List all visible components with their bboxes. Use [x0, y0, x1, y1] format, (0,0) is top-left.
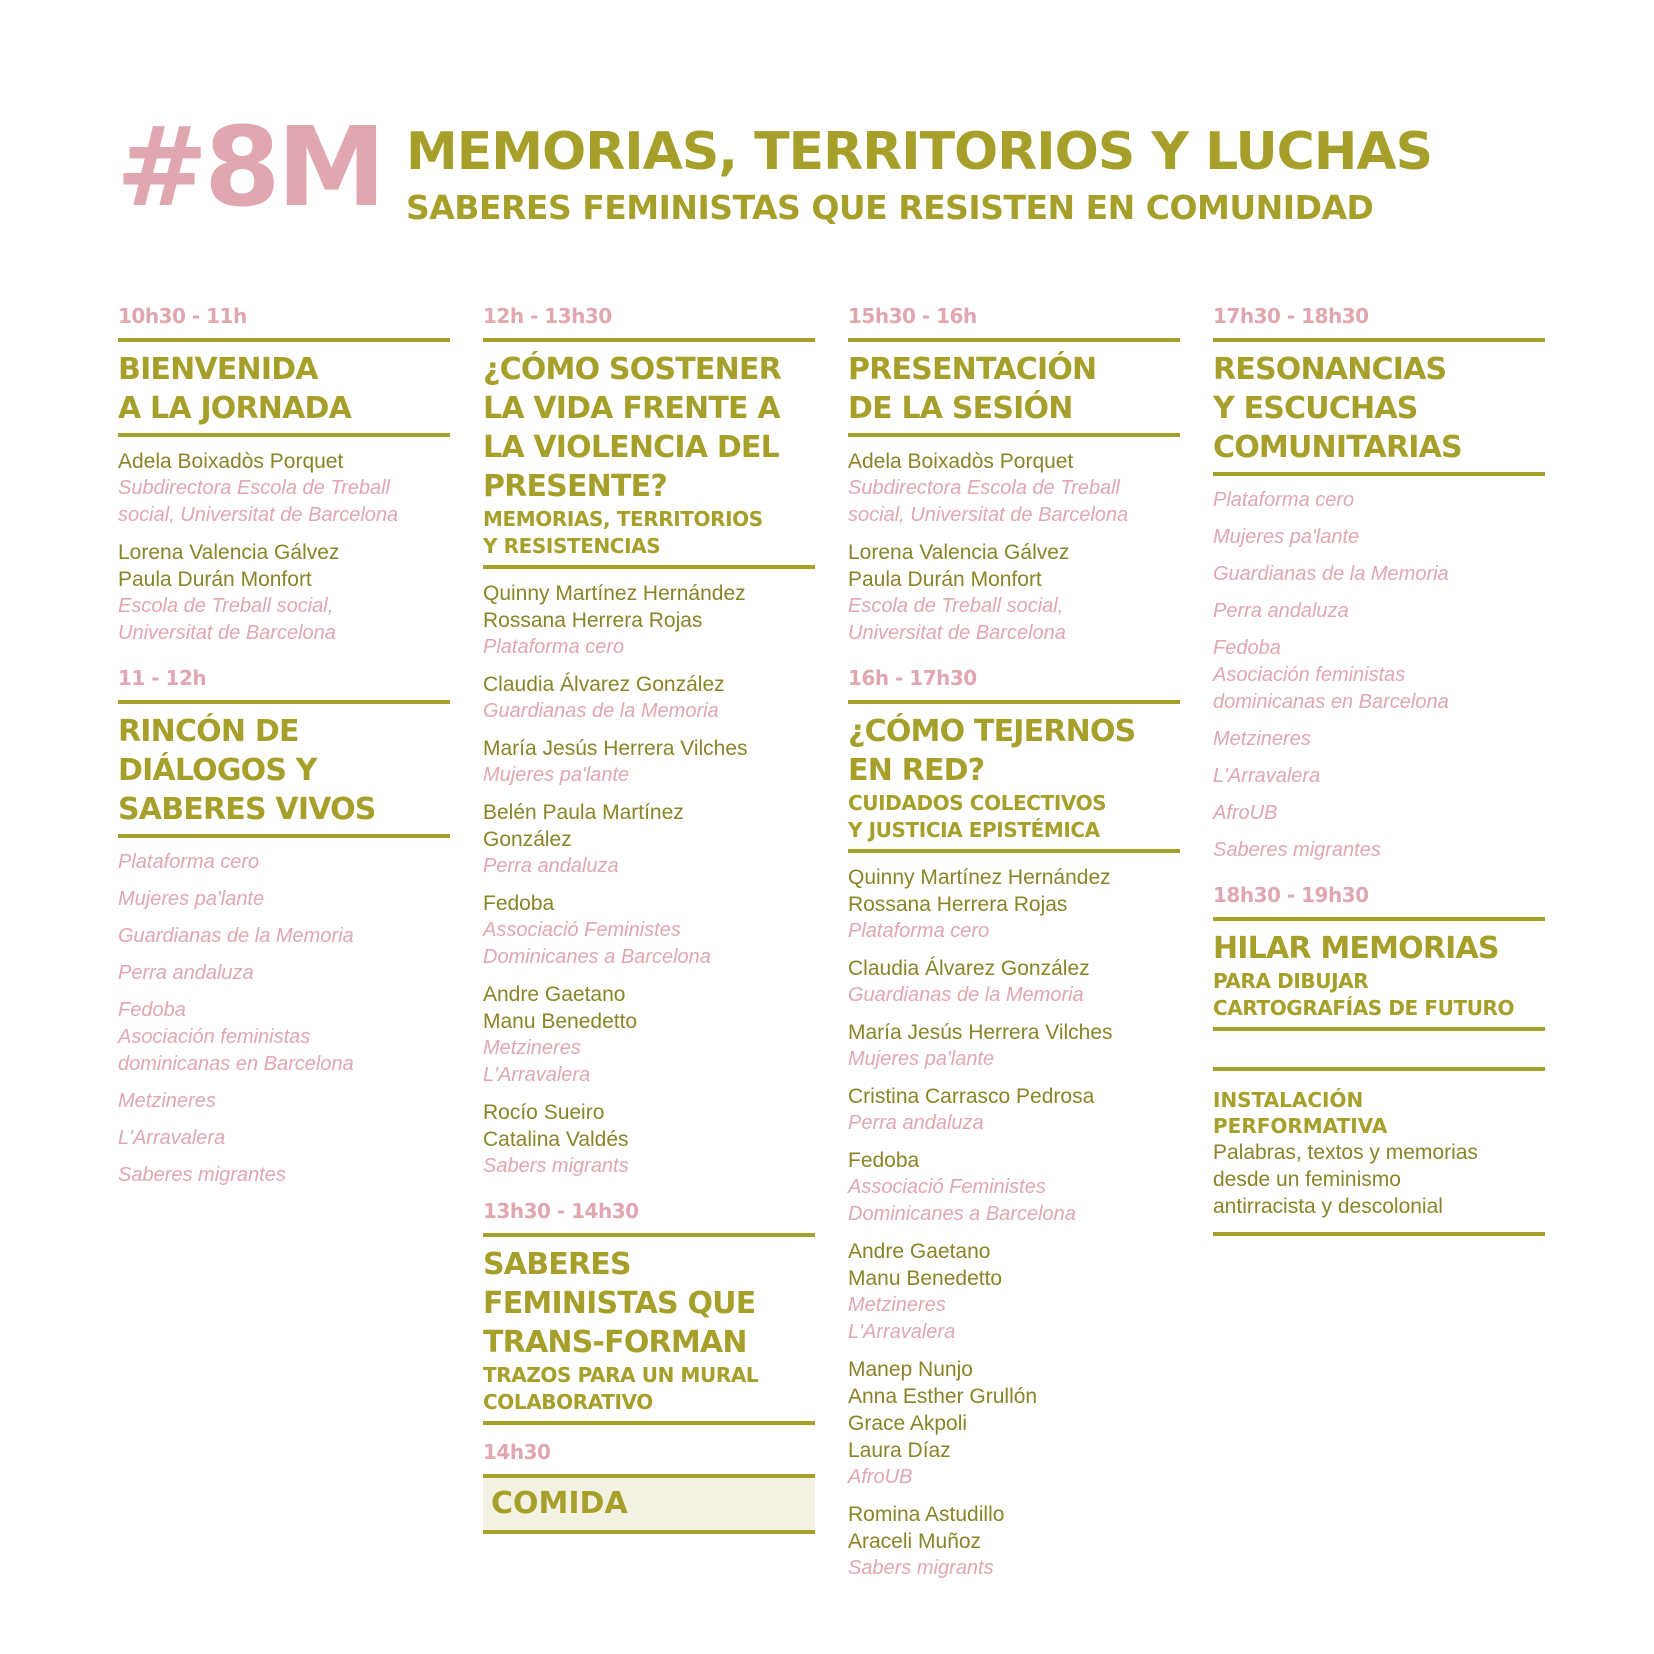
installation-title: INSTALACIÓN PERFORMATIVA	[1213, 1088, 1388, 1138]
participant-affiliation: Escola de Treball social, Universitat de Barcelona	[848, 595, 1066, 644]
session-heading	[1213, 342, 1545, 472]
participant-name: Fedoba	[483, 892, 555, 915]
participant-list	[848, 853, 1180, 1600]
session-title: RINCÓN DE DIÁLOGOS Y SABERES VIVOS	[118, 714, 376, 827]
participant-name: Rocío Sueiro Catalina Valdés	[483, 1101, 629, 1151]
participant-list	[1213, 476, 1545, 882]
divider-rule	[1213, 1232, 1545, 1236]
list-item	[1213, 598, 1545, 625]
list-item	[1213, 763, 1545, 790]
list-item	[483, 671, 815, 725]
participant-name: Andre Gaetano Manu Benedetto	[848, 1240, 1003, 1290]
hashtag-logo: #8M	[116, 103, 383, 231]
participant-affiliation: Subdirectora Escola de Treball social, Universitat de Barcelona	[118, 477, 399, 526]
session-heading	[483, 342, 815, 565]
session-block	[1213, 303, 1545, 882]
session-subtitle: TRAZOS PARA UN MURAL COLABORATIVO	[483, 1363, 759, 1414]
participant-affiliation: Metzineres	[1213, 728, 1311, 750]
participant-name: Quinny Martínez Hernández Rossana Herrera Rojas	[483, 582, 746, 632]
participant-affiliation: Associació Feministes Dominicanes a Barcelona	[483, 919, 711, 968]
session-heading	[1213, 921, 1545, 1027]
participant-list	[483, 569, 815, 1198]
participant-affiliation: AfroUB	[1213, 802, 1278, 824]
list-item	[483, 890, 815, 971]
participant-name: Quinny Martínez Hernández Rossana Herrera Rojas	[848, 866, 1111, 916]
session-subtitle: CUIDADOS COLECTIVOS Y JUSTICIA EPISTÉMICA	[848, 791, 1107, 842]
session-title: PRESENTACIÓN DE LA SESIÓN	[848, 352, 1097, 426]
participant-name: Cristina Carrasco Pedrosa	[848, 1085, 1095, 1108]
participant-affiliation: L'Arravalera	[118, 1127, 226, 1149]
participant-affiliation: Sabers migrants	[848, 1557, 994, 1579]
participant-affiliation: Metzineres L'Arravalera	[848, 1294, 956, 1343]
participant-affiliation: Saberes migrantes	[118, 1164, 286, 1186]
session-block	[848, 665, 1180, 1600]
poster-header	[116, 103, 1546, 231]
session-subtitle: MEMORIAS, TERRITORIOS Y RESISTENCIAS	[483, 507, 763, 558]
session-time: 16h - 17h30	[848, 666, 977, 690]
list-item	[1213, 635, 1545, 716]
participant-name: Manep Nunjo Anna Esther Grullón Grace Akpoli Laura Díaz	[848, 1358, 1038, 1462]
list-item	[1213, 561, 1545, 588]
participant-name: Claudia Álvarez González	[483, 673, 725, 696]
participant-affiliation: Mujeres pa'lante	[483, 764, 630, 786]
session-block	[483, 1439, 815, 1534]
list-item	[1213, 487, 1545, 514]
divider-rule	[483, 1530, 815, 1534]
participant-affiliation: Plataforma cero	[848, 920, 990, 942]
session-heading	[118, 704, 450, 834]
participant-affiliation: Sabers migrants	[483, 1155, 629, 1177]
participant-name: María Jesús Herrera Vilches	[483, 737, 748, 760]
list-item	[118, 1125, 450, 1152]
list-item	[483, 1099, 815, 1180]
participant-affiliation: Fedoba Asociación feministas dominicanas en Barcelona	[1213, 637, 1449, 713]
list-item	[118, 1088, 450, 1115]
participant-affiliation: Guardianas de la Memoria	[848, 984, 1084, 1006]
participant-name: Lorena Valencia Gálvez Paula Durán Monfort	[848, 541, 1070, 591]
session-time: 18h30 - 19h30	[1213, 883, 1369, 907]
session-title: ¿CÓMO TEJERNOS EN RED?	[848, 714, 1136, 788]
list-item	[483, 799, 815, 880]
participant-affiliation: Perra andaluza	[483, 855, 619, 877]
spacer	[1213, 1031, 1545, 1067]
session-title: BIENVENIDA A LA JORNADA	[118, 352, 352, 426]
list-item	[848, 1238, 1180, 1346]
list-item	[483, 735, 815, 789]
list-item	[118, 849, 450, 876]
participant-affiliation: Perra andaluza	[848, 1112, 984, 1134]
schedule-column-4	[1213, 303, 1545, 1236]
participant-affiliation: Perra andaluza	[118, 962, 254, 984]
session-subtitle: PARA DIBUJAR CARTOGRAFÍAS DE FUTURO	[1213, 969, 1515, 1020]
list-item	[848, 955, 1180, 1009]
participant-list	[848, 437, 1180, 665]
session-block	[483, 1198, 815, 1425]
participant-affiliation: Escola de Treball social, Universitat de Barcelona	[118, 595, 336, 644]
session-heading	[848, 342, 1180, 433]
poster-title: MEMORIAS, TERRITORIOS Y LUCHAS	[406, 122, 1433, 182]
schedule-column-3	[848, 303, 1180, 1600]
participant-affiliation: Guardianas de la Memoria	[483, 700, 719, 722]
list-item	[848, 1356, 1180, 1491]
session-title: HILAR MEMORIAS	[1213, 931, 1499, 966]
list-item	[118, 886, 450, 913]
participant-affiliation: Plataforma cero	[483, 636, 625, 658]
list-item	[1213, 800, 1545, 827]
list-item	[118, 1162, 450, 1189]
session-block	[118, 303, 450, 665]
list-item	[1213, 524, 1545, 551]
participant-name: Claudia Álvarez González	[848, 957, 1090, 980]
participant-name: Andre Gaetano Manu Benedetto	[483, 983, 638, 1033]
poster-subtitle: SABERES FEMINISTAS QUE RESISTEN EN COMUNIDAD	[406, 188, 1374, 227]
participant-list	[118, 838, 450, 1207]
participant-affiliation: L'Arravalera	[1213, 765, 1321, 787]
participant-affiliation: Metzineres L'Arravalera	[483, 1037, 591, 1086]
participant-affiliation: Guardianas de la Memoria	[118, 925, 354, 947]
session-title: SABERES FEMINISTAS QUE TRANS-FORMAN	[483, 1247, 756, 1360]
list-item	[1213, 726, 1545, 753]
participant-affiliation: Subdirectora Escola de Treball social, Universitat de Barcelona	[848, 477, 1129, 526]
list-item	[848, 1501, 1180, 1582]
list-item	[848, 1019, 1180, 1073]
session-block	[118, 665, 450, 1207]
participant-affiliation: Fedoba Asociación feministas dominicanas en Barcelona	[118, 999, 354, 1075]
participant-affiliation: Perra andaluza	[1213, 600, 1349, 622]
participant-affiliation: Metzineres	[118, 1090, 216, 1112]
list-item	[118, 997, 450, 1078]
schedule-column-2	[483, 303, 815, 1534]
list-item	[848, 448, 1180, 529]
participant-name: Romina Astudillo Araceli Muñoz	[848, 1503, 1005, 1553]
participant-affiliation: Mujeres pa'lante	[118, 888, 265, 910]
participant-affiliation: Guardianas de la Memoria	[1213, 563, 1449, 585]
list-item	[848, 1083, 1180, 1137]
session-title: COMIDA	[483, 1478, 815, 1530]
list-item	[1213, 837, 1545, 864]
spacer	[483, 1425, 815, 1439]
participant-affiliation: Mujeres pa'lante	[1213, 526, 1360, 548]
participant-name: Adela Boixadòs Porquet	[118, 450, 344, 473]
participant-name: Adela Boixadòs Porquet	[848, 450, 1074, 473]
participant-name: Fedoba	[848, 1149, 920, 1172]
list-item	[483, 580, 815, 661]
installation-description: Palabras, textos y memorias desde un feminismo antirracista y descolonial	[1213, 1141, 1478, 1218]
list-item	[118, 448, 450, 529]
session-title: RESONANCIAS Y ESCUCHAS COMUNITARIAS	[1213, 352, 1462, 465]
participant-affiliation: Plataforma cero	[1213, 489, 1355, 511]
session-time: 10h30 - 11h	[118, 304, 247, 328]
participant-list	[118, 437, 450, 665]
participant-affiliation: Saberes migrantes	[1213, 839, 1381, 861]
participant-affiliation: Plataforma cero	[118, 851, 260, 873]
session-block	[483, 303, 815, 1198]
session-heading	[848, 704, 1180, 849]
session-time: 12h - 13h30	[483, 304, 612, 328]
session-heading	[118, 342, 450, 433]
participant-affiliation: Associació Feministes Dominicanes a Barcelona	[848, 1176, 1076, 1225]
session-block	[1213, 882, 1545, 1236]
list-item	[848, 864, 1180, 945]
session-block	[848, 303, 1180, 665]
participant-affiliation: AfroUB	[848, 1466, 913, 1488]
session-title: ¿CÓMO SOSTENER LA VIDA FRENTE A LA VIOLENCIA DEL PRESENTE?	[483, 352, 781, 504]
participant-name: Lorena Valencia Gálvez Paula Durán Monfort	[118, 541, 340, 591]
list-item	[848, 539, 1180, 647]
schedule-column-1	[118, 303, 450, 1207]
session-time: 13h30 - 14h30	[483, 1199, 639, 1223]
session-time: 11 - 12h	[118, 666, 207, 690]
session-time: 17h30 - 18h30	[1213, 304, 1369, 328]
session-time: 14h30	[483, 1440, 551, 1464]
list-item	[118, 539, 450, 647]
participant-affiliation: Mujeres pa'lante	[848, 1048, 995, 1070]
list-item	[118, 960, 450, 987]
session-heading	[483, 1237, 815, 1421]
participant-name: María Jesús Herrera Vilches	[848, 1021, 1113, 1044]
list-item	[483, 981, 815, 1089]
session-time: 15h30 - 16h	[848, 304, 977, 328]
list-item	[118, 923, 450, 950]
participant-name: Belén Paula Martínez González	[483, 801, 684, 851]
list-item	[848, 1147, 1180, 1228]
